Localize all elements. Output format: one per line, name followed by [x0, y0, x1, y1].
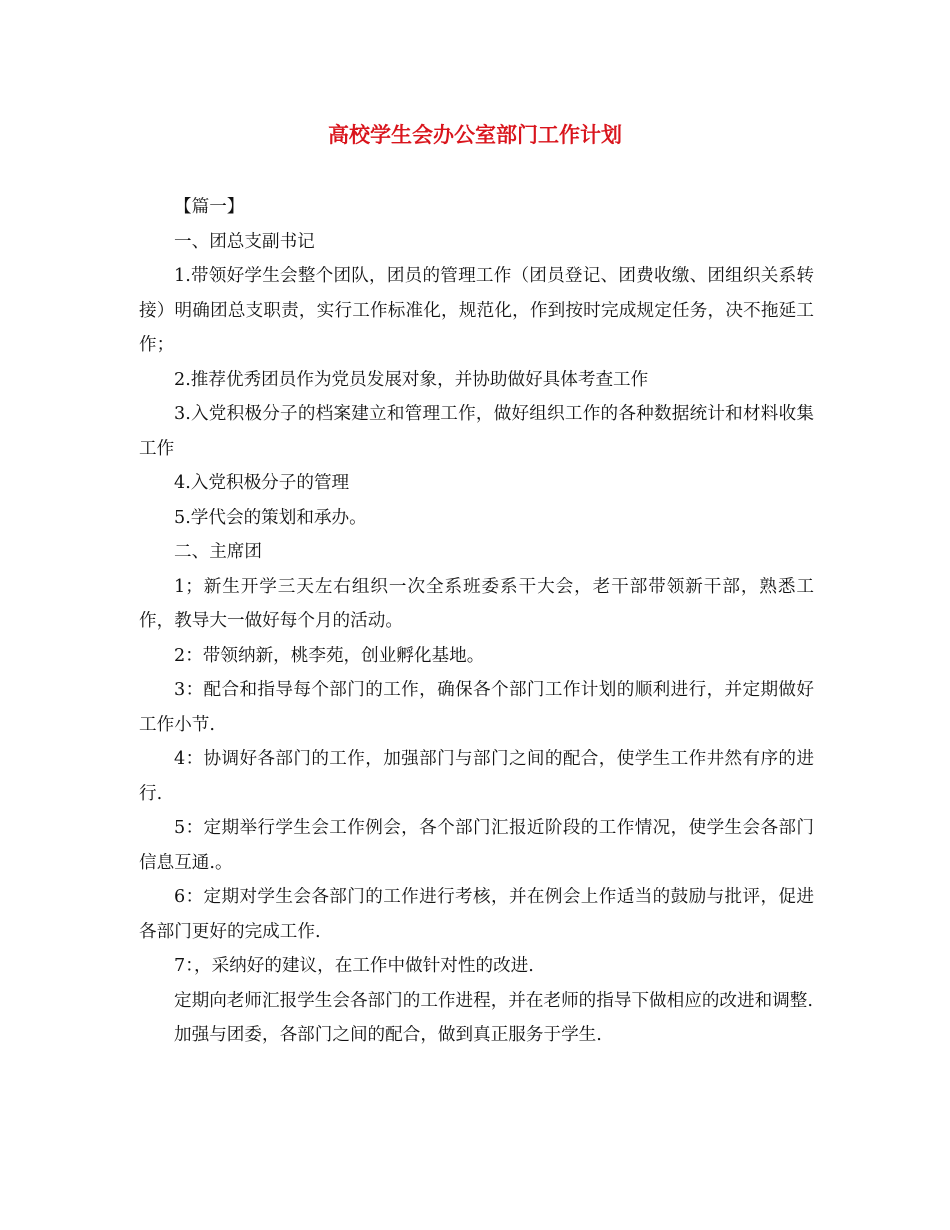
paragraph: 2：带领纳新，桃李苑，创业孵化基地。	[174, 645, 485, 666]
paragraph: 加强与团委，各部门之间的配合，做到真正服务于学生.	[174, 1025, 602, 1045]
paragraph: 4.入党积极分子的管理	[174, 473, 350, 493]
paragraph: 6：定期对学生会各部门的工作进行考核，并在例会上作适当的鼓励与批评，促进各部门更好的完成工作.	[139, 887, 814, 942]
paragraph: 二、主席团	[174, 542, 262, 562]
paragraph: 【篇一】	[174, 197, 245, 217]
paragraph: 3：配合和指导每个部门的工作，确保各个部门工作计划的顺利进行，并定期做好工作小节.	[139, 680, 814, 735]
document-body	[139, 190, 814, 1053]
paragraph: 1；新生开学三天左右组织一次全系班委系干大会，老干部带领新干部，熟悉工作，教导大一做好每个月的活动。	[139, 576, 814, 631]
paragraph: 4：协调好各部门的工作，加强部门与部门之间的配合，使学生工作井然有序的进行.	[139, 749, 814, 804]
paragraph: 5.学代会的策划和承办。	[174, 507, 367, 528]
paragraph: 一、团总支副书记	[174, 231, 315, 252]
paragraph: 1.带领好学生会整个团队，团员的管理工作（团员登记、团费收缴、团组织关系转接）明确团总支职责，实行工作标准化，规范化，作到按时完成规定任务，决不拖延工作；	[139, 266, 814, 355]
paragraph: 3.入党积极分子的档案建立和管理工作，做好组织工作的各种数据统计和材料收集工作	[139, 404, 814, 459]
paragraph: 7：，采纳好的建议，在工作中做针对性的改进.	[174, 956, 534, 976]
document-title: 高校学生会办公室部门工作计划	[328, 122, 622, 147]
paragraph: 2.推荐优秀团员作为党员发展对象，并协助做好具体考查工作	[174, 369, 649, 390]
paragraph: 5：定期举行学生会工作例会，各个部门汇报近阶段的工作情况，使学生会各部门信息互通.。	[139, 818, 814, 873]
paragraph: 定期向老师汇报学生会各部门的工作进程，并在老师的指导下做相应的改进和调整.	[174, 990, 813, 1011]
